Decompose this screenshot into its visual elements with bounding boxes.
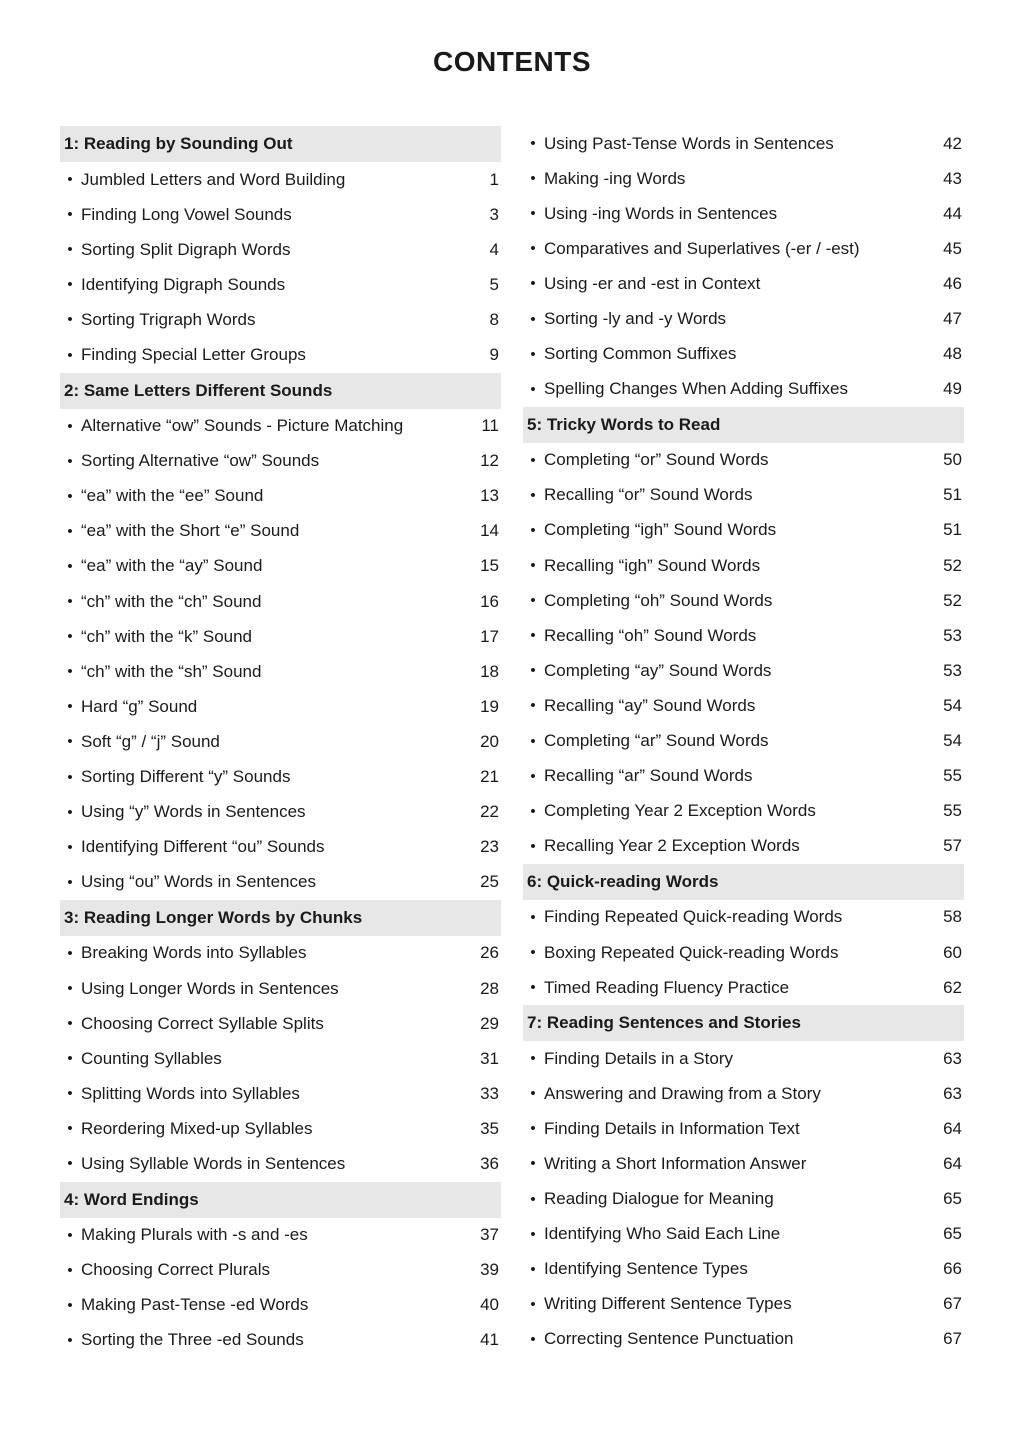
toc-entry (60, 337, 501, 372)
page-number: 63 (943, 1083, 962, 1103)
page-number: 67 (943, 1294, 962, 1314)
entry-label: Reordering Mixed-up Syllables (81, 1118, 313, 1138)
toc-entry (523, 1252, 964, 1287)
page-number: 31 (480, 1048, 499, 1068)
bullet-icon: • (67, 1050, 73, 1068)
bullet-icon: • (67, 241, 73, 259)
toc-entry (523, 196, 964, 231)
toc-entry (60, 1111, 501, 1146)
page-number: 43 (943, 168, 962, 188)
toc-entry (523, 653, 964, 688)
bullet-icon: • (530, 1120, 536, 1138)
page-number: 17 (480, 626, 499, 646)
toc-entry (60, 795, 501, 830)
page-number: 50 (943, 450, 962, 470)
bullet-icon: • (67, 1120, 73, 1138)
toc-entry (60, 936, 501, 971)
page-number: 65 (943, 1224, 962, 1244)
page-number: 40 (480, 1295, 499, 1315)
toc-entry (60, 1041, 501, 1076)
entry-label: Identifying Different “ou” Sounds (81, 837, 325, 857)
page-number: 51 (943, 520, 962, 540)
entry-label: Using Longer Words in Sentences (81, 978, 339, 998)
bullet-icon: • (530, 275, 536, 293)
page-number: 1 (489, 169, 499, 189)
entry-label: Using “ou” Words in Sentences (81, 872, 316, 892)
page-number: 26 (480, 943, 499, 963)
page-number: 39 (480, 1260, 499, 1280)
bullet-icon: • (530, 662, 536, 680)
toc-entry (523, 724, 964, 759)
bullet-icon: • (530, 1050, 536, 1068)
entry-label: Sorting Split Digraph Words (81, 239, 291, 259)
page-number: 37 (480, 1225, 499, 1245)
page-number: 14 (480, 521, 499, 541)
page-number: 52 (943, 555, 962, 575)
page-number: 3 (489, 204, 499, 224)
toc-entry (523, 759, 964, 794)
right-column (523, 126, 964, 1357)
toc-entry (523, 372, 964, 407)
bullet-icon: • (530, 732, 536, 750)
toc-entry (523, 1111, 964, 1146)
bullet-icon: • (67, 593, 73, 611)
page-number: 62 (943, 977, 962, 997)
page-title: CONTENTS (433, 46, 591, 77)
bullet-icon: • (530, 170, 536, 188)
page-number: 53 (943, 660, 962, 680)
bullet-icon: • (67, 698, 73, 716)
bullet-icon: • (530, 1225, 536, 1243)
entry-label: Identifying Digraph Sounds (81, 274, 286, 294)
bullet-icon: • (530, 521, 536, 539)
entry-label: Completing “ar” Sound Words (544, 731, 769, 751)
toc-entry (523, 583, 964, 618)
bullet-icon: • (67, 628, 73, 646)
page-number: 35 (480, 1118, 499, 1138)
entry-label: Recalling “ay” Sound Words (544, 695, 756, 715)
page-number: 60 (943, 942, 962, 962)
entry-label: Choosing Correct Syllable Splits (81, 1013, 324, 1033)
toc-entry (60, 971, 501, 1006)
left-column (60, 126, 501, 1358)
page-number: 42 (943, 133, 962, 153)
page-number: 54 (943, 695, 962, 715)
toc-entry (523, 1287, 964, 1322)
toc-entry (523, 478, 964, 513)
entry-label: Completing “or” Sound Words (544, 450, 769, 470)
toc-entry (60, 1323, 501, 1358)
page-number: 28 (480, 978, 499, 998)
entry-label: Reading Dialogue for Meaning (544, 1189, 774, 1209)
bullet-icon: • (67, 980, 73, 998)
entry-label: Making Plurals with -s and -es (81, 1225, 308, 1245)
bullet-icon: • (530, 205, 536, 223)
entry-label: Finding Details in Information Text (544, 1118, 800, 1138)
entry-label: “ch” with the “sh” Sound (81, 661, 262, 681)
section-heading: 7: Reading Sentences and Stories (523, 1005, 964, 1041)
bullet-icon: • (67, 1261, 73, 1279)
bullet-icon: • (530, 310, 536, 328)
page-number: 46 (943, 273, 962, 293)
toc-entry (523, 1076, 964, 1111)
bullet-icon: • (530, 979, 536, 997)
page-number: 20 (480, 731, 499, 751)
bullet-icon: • (67, 1296, 73, 1314)
toc-entry (60, 584, 501, 619)
entry-label: Sorting Different “y” Sounds (81, 767, 291, 787)
entry-label: Finding Repeated Quick-reading Words (544, 907, 843, 927)
page-number: 64 (943, 1118, 962, 1138)
bullet-icon: • (530, 697, 536, 715)
page-number: 21 (480, 767, 499, 787)
entry-label: “ch” with the “ch” Sound (81, 591, 262, 611)
bullet-icon: • (67, 452, 73, 470)
bullet-icon: • (530, 380, 536, 398)
page-number: 58 (943, 907, 962, 927)
entry-label: Sorting the Three -ed Sounds (81, 1330, 304, 1350)
entry-label: Identifying Who Said Each Line (544, 1224, 781, 1244)
entry-label: Completing “igh” Sound Words (544, 520, 777, 540)
entry-label: Finding Details in a Story (544, 1048, 733, 1068)
page-number: 57 (943, 836, 962, 856)
toc-entry (523, 231, 964, 266)
bullet-icon: • (67, 1331, 73, 1349)
page-number: 41 (480, 1330, 499, 1350)
entry-label: Recalling “igh” Sound Words (544, 555, 761, 575)
entry-label: Writing Different Sentence Types (544, 1294, 792, 1314)
bullet-icon: • (67, 1226, 73, 1244)
page-number: 51 (943, 485, 962, 505)
page-number: 45 (943, 238, 962, 258)
bullet-icon: • (67, 346, 73, 364)
bullet-icon: • (67, 557, 73, 575)
page-number: 48 (943, 344, 962, 364)
page-number: 9 (489, 345, 499, 365)
page-number: 4 (489, 239, 499, 259)
entry-label: Recalling “oh” Sound Words (544, 625, 757, 645)
toc-entry (523, 1322, 964, 1357)
entry-label: Using Syllable Words in Sentences (81, 1153, 346, 1173)
bullet-icon: • (67, 768, 73, 786)
entry-label: Completing “ay” Sound Words (544, 660, 772, 680)
page-number: 65 (943, 1189, 962, 1209)
section-heading: 2: Same Letters Different Sounds (60, 373, 501, 409)
toc-entry (60, 479, 501, 514)
entry-label: “ea” with the “ay” Sound (81, 556, 263, 576)
toc-entry (60, 865, 501, 900)
toc-entry (523, 1146, 964, 1181)
page-number: 8 (489, 309, 499, 329)
bullet-icon: • (530, 767, 536, 785)
entry-label: Breaking Words into Syllables (81, 943, 307, 963)
page-number: 49 (943, 379, 962, 399)
section-heading: 6: Quick-reading Words (523, 864, 964, 900)
bullet-icon: • (530, 451, 536, 469)
page-number: 52 (943, 590, 962, 610)
toc-entry (523, 161, 964, 196)
bullet-icon: • (530, 486, 536, 504)
toc-entry (60, 1288, 501, 1323)
bullet-icon: • (530, 1155, 536, 1173)
entry-label: Hard “g” Sound (81, 696, 198, 716)
entry-label: Choosing Correct Plurals (81, 1260, 270, 1280)
page-number: 19 (480, 696, 499, 716)
entry-label: Answering and Drawing from a Story (544, 1083, 821, 1103)
bullet-icon: • (530, 1260, 536, 1278)
entry-label: Recalling Year 2 Exception Words (544, 836, 800, 856)
bullet-icon: • (67, 733, 73, 751)
entry-label: Using -er and -est in Context (544, 273, 761, 293)
section-heading: 3: Reading Longer Words by Chunks (60, 900, 501, 936)
page-number: 47 (943, 309, 962, 329)
bullet-icon: • (530, 1295, 536, 1313)
bullet-icon: • (67, 873, 73, 891)
bullet-icon: • (67, 838, 73, 856)
toc-entry (523, 513, 964, 548)
page-number: 63 (943, 1048, 962, 1068)
toc-entry (523, 970, 964, 1005)
entry-label: Counting Syllables (81, 1048, 222, 1068)
bullet-icon: • (67, 171, 73, 189)
entry-label: Jumbled Letters and Word Building (81, 169, 346, 189)
bullet-icon: • (530, 837, 536, 855)
entry-label: Spelling Changes When Adding Suffixes (544, 379, 848, 399)
toc-entry (60, 232, 501, 267)
page-number: 29 (480, 1013, 499, 1033)
entry-label: Sorting Common Suffixes (544, 344, 737, 364)
entry-label: Writing a Short Information Answer (544, 1153, 807, 1173)
bullet-icon: • (67, 803, 73, 821)
entry-label: Using Past-Tense Words in Sentences (544, 133, 834, 153)
entry-label: Alternative “ow” Sounds - Picture Matching (81, 416, 404, 436)
page-number: 67 (943, 1329, 962, 1349)
toc-entry (60, 1146, 501, 1181)
page-number: 12 (480, 451, 499, 471)
toc-entry (523, 1182, 964, 1217)
page-number: 64 (943, 1153, 962, 1173)
page-number: 11 (481, 416, 499, 436)
bullet-icon: • (67, 1085, 73, 1103)
entry-label: Splitting Words into Syllables (81, 1083, 300, 1103)
toc-entry (60, 197, 501, 232)
bullet-icon: • (67, 276, 73, 294)
entry-label: Comparatives and Superlatives (-er / -est) (544, 238, 860, 258)
bullet-icon: • (67, 206, 73, 224)
bullet-icon: • (530, 240, 536, 258)
toc-entry (523, 301, 964, 336)
page-number: 23 (480, 837, 499, 857)
toc-entry (523, 794, 964, 829)
toc-entry (60, 1218, 501, 1253)
bullet-icon: • (530, 802, 536, 820)
toc-entry (523, 618, 964, 653)
page-number: 33 (480, 1083, 499, 1103)
entry-label: Boxing Repeated Quick-reading Words (544, 942, 839, 962)
bullet-icon: • (530, 135, 536, 153)
toc-entry (60, 619, 501, 654)
bullet-icon: • (530, 1330, 536, 1348)
entry-label: “ea” with the “ee” Sound (81, 486, 264, 506)
toc-entry (523, 266, 964, 301)
toc-entry (60, 1076, 501, 1111)
toc-entry (523, 900, 964, 935)
toc-entry (60, 1006, 501, 1041)
page-number: 25 (480, 872, 499, 892)
bullet-icon: • (530, 944, 536, 962)
entry-label: Sorting -ly and -y Words (544, 309, 727, 329)
bullet-icon: • (530, 627, 536, 645)
toc-entry (60, 409, 501, 444)
bullet-icon: • (530, 557, 536, 575)
bullet-icon: • (67, 663, 73, 681)
entry-label: Soft “g” / “j” Sound (81, 731, 220, 751)
bullet-icon: • (67, 1015, 73, 1033)
bullet-icon: • (530, 1085, 536, 1103)
bullet-icon: • (67, 1155, 73, 1173)
entry-label: “ch” with the “k” Sound (81, 626, 253, 646)
entry-label: Completing Year 2 Exception Words (544, 801, 816, 821)
entry-label: Completing “oh” Sound Words (544, 590, 773, 610)
page-number: 18 (480, 661, 499, 681)
toc-entry (523, 935, 964, 970)
entry-label: Finding Long Vowel Sounds (81, 204, 292, 224)
page-number: 66 (943, 1259, 962, 1279)
toc-entry (60, 760, 501, 795)
page-number: 55 (943, 801, 962, 821)
toc-entry (523, 126, 964, 161)
entry-label: “ea” with the Short “e” Sound (81, 521, 300, 541)
toc-entry (523, 443, 964, 478)
toc-entry (523, 337, 964, 372)
bullet-icon: • (67, 522, 73, 540)
entry-label: Finding Special Letter Groups (81, 345, 306, 365)
entry-label: Using -ing Words in Sentences (544, 203, 778, 223)
entry-label: Sorting Trigraph Words (81, 309, 256, 329)
entry-label: Making Past-Tense -ed Words (81, 1295, 309, 1315)
toc-entry (60, 267, 501, 302)
toc-entry (60, 444, 501, 479)
toc-entry (523, 1041, 964, 1076)
entry-label: Recalling “ar” Sound Words (544, 766, 753, 786)
page-number: 13 (480, 486, 499, 506)
page-number: 5 (489, 274, 499, 294)
bullet-icon: • (67, 487, 73, 505)
toc-entry (60, 654, 501, 689)
entry-label: Making -ing Words (544, 168, 686, 188)
bullet-icon: • (67, 944, 73, 962)
toc-entry (60, 162, 501, 197)
toc-entry (523, 829, 964, 864)
page-number: 16 (480, 591, 499, 611)
page-number: 15 (480, 556, 499, 576)
bullet-icon: • (530, 908, 536, 926)
toc-entry (523, 1217, 964, 1252)
toc-entry (60, 302, 501, 337)
entry-label: Using “y” Words in Sentences (81, 802, 306, 822)
page-number: 36 (480, 1153, 499, 1173)
page-number: 22 (480, 802, 499, 822)
entry-label: Correcting Sentence Punctuation (544, 1329, 794, 1349)
entry-label: Identifying Sentence Types (544, 1259, 748, 1279)
page-number: 44 (943, 203, 962, 223)
entry-label: Sorting Alternative “ow” Sounds (81, 451, 320, 471)
bullet-icon: • (530, 592, 536, 610)
section-heading: 1: Reading by Sounding Out (60, 126, 501, 162)
bullet-icon: • (67, 417, 73, 435)
toc-entry (60, 724, 501, 759)
page-number: 54 (943, 731, 962, 751)
section-heading: 5: Tricky Words to Read (523, 407, 964, 443)
toc-entry (60, 549, 501, 584)
toc-entry (60, 830, 501, 865)
bullet-icon: • (67, 311, 73, 329)
bullet-icon: • (530, 345, 536, 363)
entry-label: Recalling “or” Sound Words (544, 485, 753, 505)
toc-entry (60, 689, 501, 724)
page-number: 53 (943, 625, 962, 645)
section-heading: 4: Word Endings (60, 1182, 501, 1218)
entry-label: Timed Reading Fluency Practice (544, 977, 790, 997)
toc-entry (523, 548, 964, 583)
bullet-icon: • (530, 1190, 536, 1208)
toc-entry (523, 688, 964, 723)
toc-entry (60, 1253, 501, 1288)
toc-entry (60, 514, 501, 549)
page-number: 55 (943, 766, 962, 786)
